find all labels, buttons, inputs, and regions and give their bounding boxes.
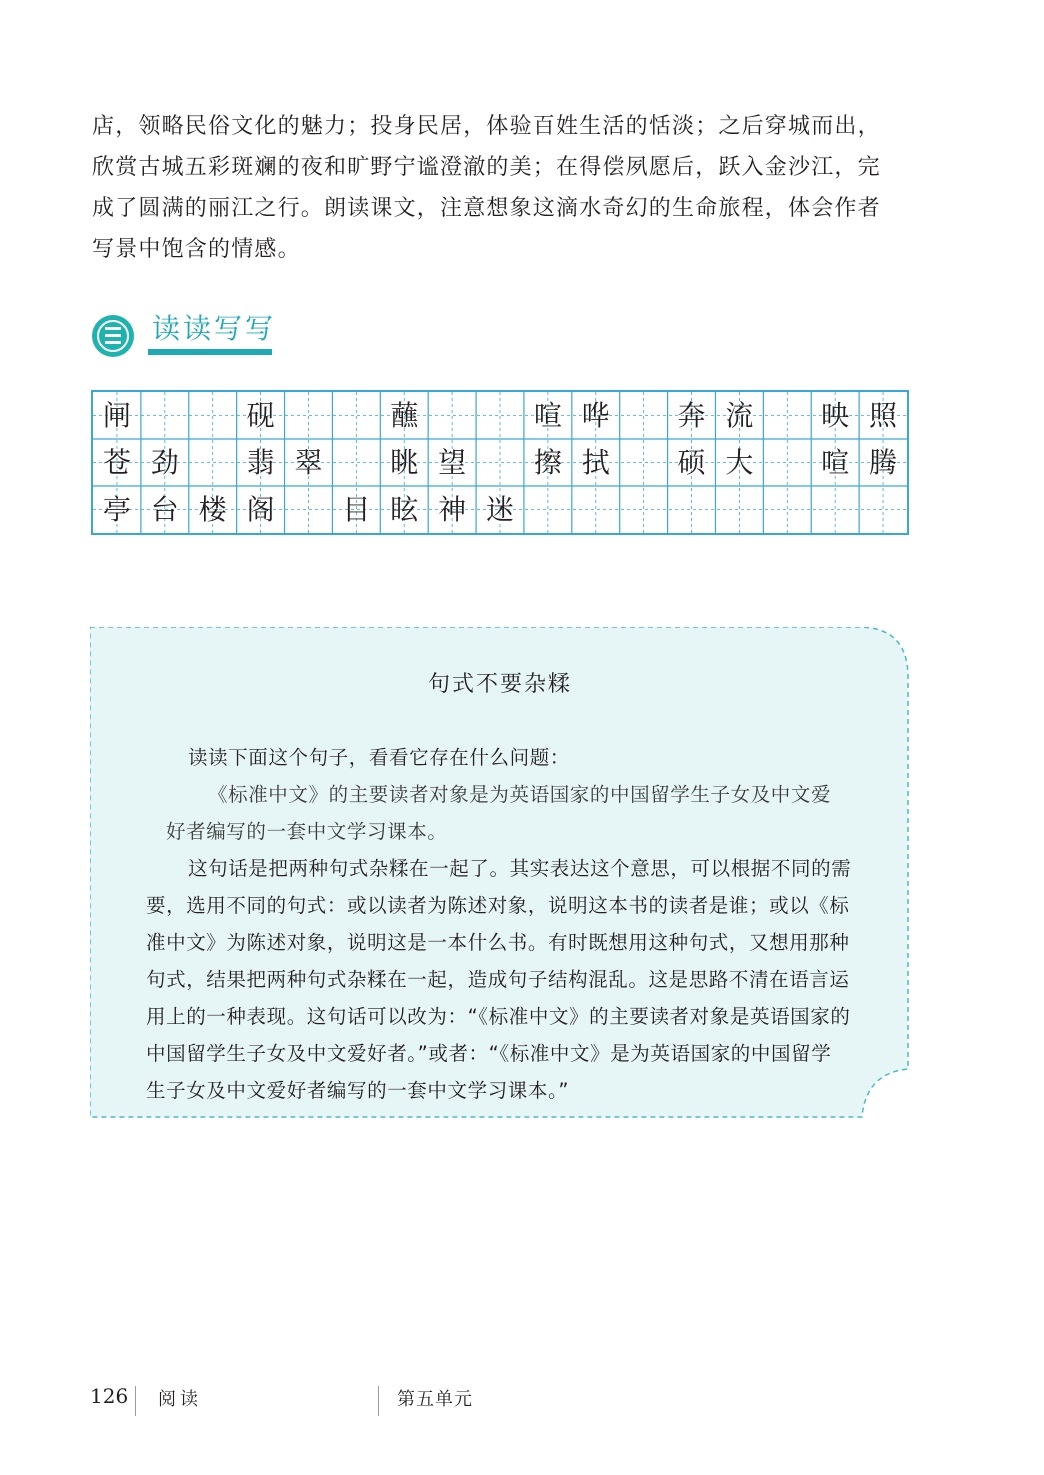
vocab-character: 台 — [150, 493, 179, 526]
vocab-character: 映 — [821, 399, 850, 432]
vocab-character: 哗 — [581, 399, 610, 432]
tip-title: 句式不要杂糅 — [427, 672, 572, 697]
footer-divider — [135, 1386, 136, 1416]
example-sentence-line: 好者编写的一套中文学习课本。 — [166, 820, 448, 843]
tip-box — [90, 627, 910, 1119]
vocab-character: 闸 — [102, 399, 131, 432]
vocab-character: 目 — [342, 493, 371, 526]
vocab-character: 楼 — [198, 493, 227, 526]
vocab-character: 喧 — [821, 446, 850, 479]
tip-line: 读读下面这个句子，看看它存在什么问题： — [188, 746, 570, 769]
tip-line: 用上的一种表现。这句话可以改为：“《标准中文》的主要读者对象是英语国家的 — [146, 1005, 851, 1028]
vocab-character: 喧 — [533, 399, 562, 432]
footer-unit-label: 第五单元 — [397, 1389, 473, 1410]
section-underline — [148, 349, 272, 355]
vocab-character: 望 — [438, 446, 467, 479]
vocab-grid — [91, 390, 909, 535]
page-footer — [0, 1384, 1044, 1424]
vocab-character: 擦 — [533, 446, 562, 479]
section-header — [92, 312, 282, 362]
vocab-character: 苍 — [102, 446, 131, 479]
tip-line: 生子女及中文爱好者编写的一套中文学习课本。” — [146, 1079, 570, 1102]
tip-line: 句式，结果把两种句式杂糅在一起，造成句子结构混乱。这是思路不清在语言运 — [146, 968, 850, 991]
section-title: 读读写写 — [152, 312, 277, 345]
vocab-character: 蘸 — [390, 399, 419, 432]
footer-divider — [378, 1386, 379, 1416]
footer-section-label: 阅读 — [158, 1389, 202, 1410]
number-three-icon — [92, 315, 134, 357]
intro-line: 欣赏古城五彩斑斓的夜和旷野宁谧澄澈的美；在得偿夙愿后，跃入金沙江，完 — [92, 155, 881, 180]
vocab-character: 神 — [438, 493, 467, 526]
example-sentence-line: 《标准中文》的主要读者对象是为英语国家的中国留学生子女及中文爱 — [208, 783, 832, 806]
vocab-character: 腾 — [869, 446, 898, 479]
vocab-character: 眩 — [390, 493, 419, 526]
vocab-character: 翠 — [294, 446, 323, 479]
vocab-character: 眺 — [390, 446, 419, 479]
vocab-character: 拭 — [581, 446, 610, 479]
vocab-character: 照 — [869, 399, 898, 432]
intro-line: 店，领略民俗文化的魅力；投身民居，体验百姓生活的恬淡；之后穿城而出， — [92, 114, 881, 139]
page-number: 126 — [90, 1384, 129, 1408]
intro-line: 写景中饱含的情感。 — [92, 237, 301, 262]
vocab-character: 阁 — [246, 493, 275, 526]
vocab-character: 亭 — [102, 493, 131, 526]
vocab-character: 硕 — [677, 446, 706, 479]
tip-line: 这句话是把两种句式杂糅在一起了。其实表达这个意思，可以根据不同的需 — [188, 857, 852, 880]
tip-line: 准中文》为陈述对象，说明这是一本什么书。有时既想用这种句式，又想用那种 — [146, 931, 850, 954]
vocab-character: 劲 — [150, 446, 179, 479]
vocab-character: 砚 — [246, 399, 275, 432]
tip-body — [146, 739, 884, 1109]
vocab-character: 奔 — [677, 399, 706, 432]
intro-paragraph — [92, 106, 914, 270]
vocab-character: 迷 — [485, 493, 514, 526]
tip-line: 要，选用不同的句式：或以读者为陈述对象，说明这本书的读者是谁；或以《标 — [146, 894, 850, 917]
vocab-character: 翡 — [246, 446, 275, 479]
vocab-character: 大 — [725, 446, 754, 479]
intro-line: 成了圆满的丽江之行。朗读课文，注意想象这滴水奇幻的生命旅程，体会作者 — [92, 196, 881, 221]
vocab-character: 流 — [725, 399, 754, 432]
tip-line: 中国留学生子女及中文爱好者。”或者：“《标准中文》是为英语国家的中国留学 — [146, 1042, 832, 1065]
